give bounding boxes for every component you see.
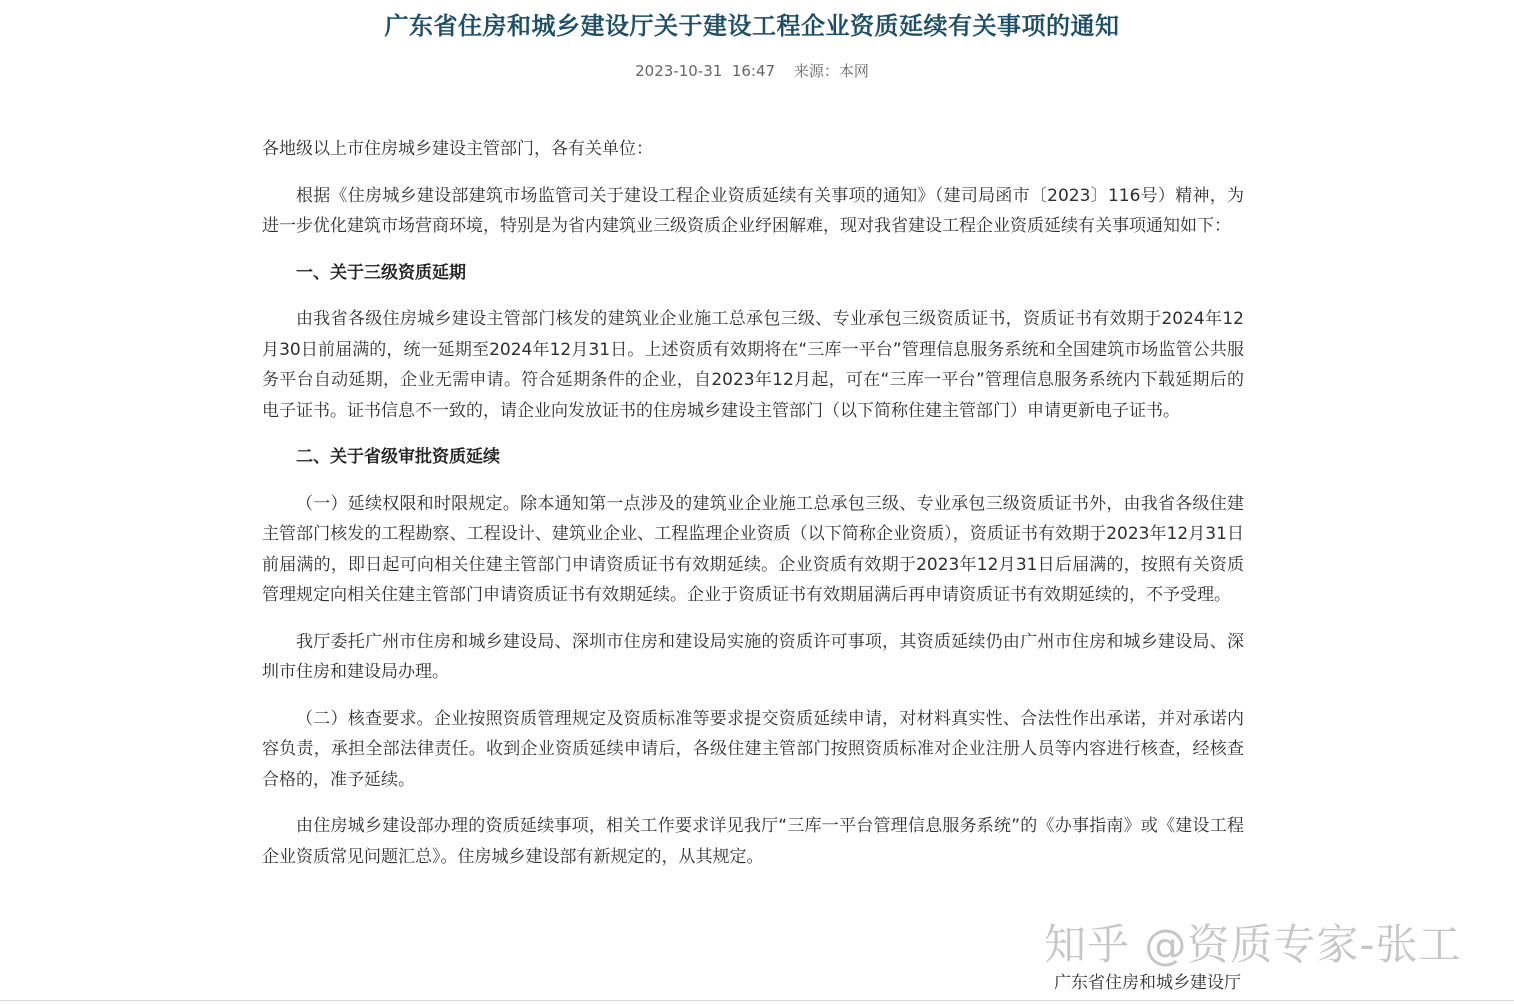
section2-paragraph-2: 我厅委托广州市住房和城乡建设局、深圳市住房和建设局实施的资质许可事项，其资质延续仍由广州市住房和城乡建设局、深圳市住房和建设局办理。	[262, 631, 1244, 682]
section1-paragraph: 由我省各级住房城乡建设主管部门核发的建筑业企业施工总承包三级、专业承包三级资质证书，资质证书有效期于2024年12月30日前届满的，统一延期至2024年12月31日。上述资质有效期将在“三库一平台”管理信息服务系统和全国建筑市场监管公共服务平台自动延期，企业无需申请。符合延期条件的企业，自2023年12月起，可在“三库一平台”管理信息服务系统内下载延期后的电子证书。证书信息不一致的，请企业向发放证书的住房城乡建设主管部门（以下简称住建主管部门）申请更新电子证书。	[262, 309, 1244, 421]
publish-date: 2023-10-31 16:47	[635, 62, 776, 80]
section2-paragraph-4: 由住房城乡建设部办理的资质延续事项，相关工作要求详见我厅“三库一平台管理信息服务系统”的《办事指南》或《建设工程企业资质常见问题汇总》。住房城乡建设部有新规定的，从其规定。	[262, 816, 1244, 867]
zhihu-watermark: 知乎 @资质专家-张工	[1044, 920, 1462, 969]
salutation: 各地级以上市住房城乡建设主管部门，各有关单位：	[262, 139, 653, 159]
section-heading-2: 二、关于省级审批资质延续	[296, 447, 500, 467]
bottom-divider	[0, 1000, 1514, 1001]
section2-paragraph-1: （一）延续权限和时限规定。除本通知第一点涉及的建筑业企业施工总承包三级、专业承包三级资质证书外，由我省各级住建主管部门核发的工程勘察、工程设计、建筑业企业、工程监理企业资质（以下简称企业资质），资质证书有效期于2023年12月31日前届满的，即日起可向相关住建主管部门申请资质证书有效期延续。企业资质有效期于2023年12月31日后届满的，按照有关资质管理规定向相关住建主管部门申请资质证书有效期延续。企业于资质证书有效期届满后再申请资质证书有效期延续的，不予受理。	[262, 493, 1244, 605]
section-heading-1: 一、关于三级资质延期	[296, 262, 466, 283]
article-source: 来源：本网	[793, 62, 869, 80]
article-body	[262, 134, 1244, 888]
intro-paragraph: 根据《住房城乡建设部建筑市场监管司关于建设工程企业资质延续有关事项的通知》（建司局函市〔2023〕116号）精神，为进一步优化建筑市场营商环境，特别是为省内建筑业三级资质企业纾困解难，现对我省建设工程企业资质延续有关事项通知如下：	[262, 185, 1244, 236]
section2-paragraph-3: （二）核查要求。企业按照资质管理规定及资质标准等要求提交资质延续申请，对材料真实性、合法性作出承诺，并对承诺内容负责，承担全部法律责任。收到企业资质延续申请后，各级住建主管部门按照资质标准对企业注册人员等内容进行核查，经核查合格的，准予延续。	[262, 708, 1244, 790]
article-title: 广东省住房和城乡建设厅关于建设工程企业资质延续有关事项的通知	[384, 12, 1120, 40]
issuer-signature: 广东省住房和城乡建设厅	[1054, 973, 1241, 993]
article-meta	[0, 60, 1504, 81]
